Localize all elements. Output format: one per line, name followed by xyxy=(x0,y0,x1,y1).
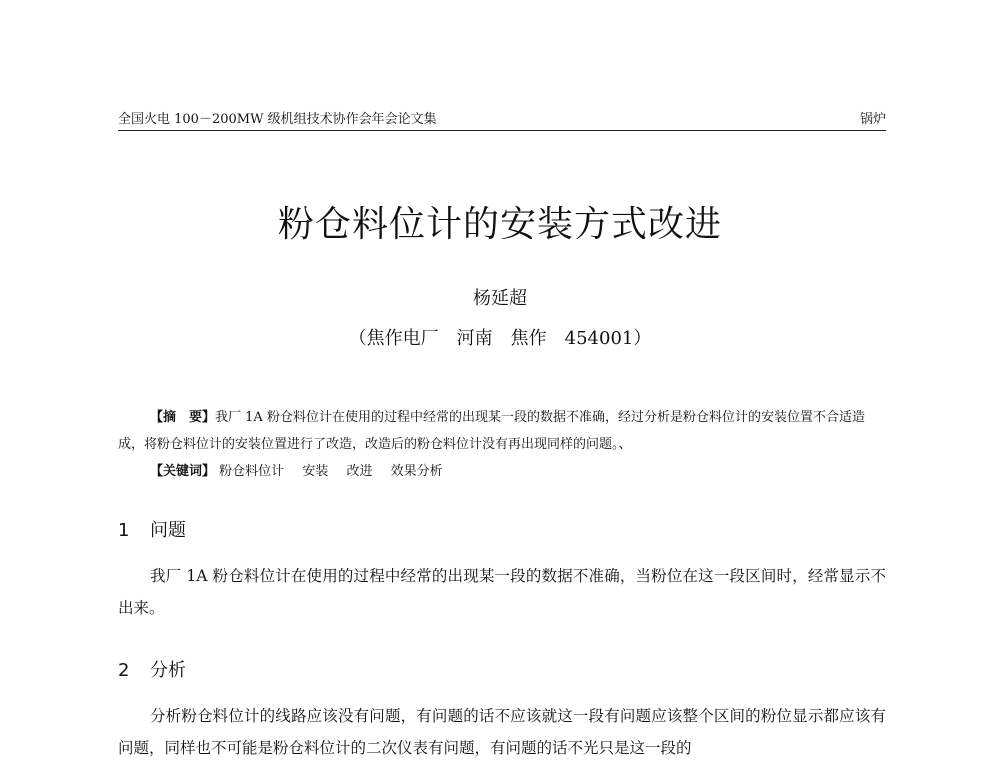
keyword: 改进 xyxy=(346,464,373,479)
section-heading xyxy=(118,656,186,682)
abstract xyxy=(118,404,886,458)
journal-name: 全国火电 100－200MW 级机组技术协作会年会论文集 xyxy=(118,112,437,127)
section-title: 分析 xyxy=(150,660,186,681)
section-number: 2 xyxy=(118,660,130,681)
paper-title: 粉仓料位计的安装方式改进 xyxy=(277,204,722,245)
section-title: 问题 xyxy=(150,520,186,541)
section-paragraph: 我厂 1A 粉仓料位计在使用的过程中经常的出现某一段的数据不准确，当粉位在这一段区间时，经常显示不出来。 xyxy=(118,567,886,617)
section-number: 1 xyxy=(118,520,130,541)
running-header xyxy=(118,104,886,131)
keyword: 效果分析 xyxy=(390,464,443,479)
keyword: 安装 xyxy=(302,464,329,479)
section-heading xyxy=(118,516,186,542)
section-paragraph: 分析粉仓料位计的线路应该没有问题，有问题的话不应该就这一段有问题应该整个区间的粉位显示都应该有问题，同样也不可能是粉仓料位计的二次仪表有问题，有问题的话不光只是这一段的 xyxy=(118,707,886,757)
abstract-label: 【摘 要】 xyxy=(150,410,216,425)
keywords-label: 【关键词】 xyxy=(150,464,216,479)
abstract-text: 我厂 1A 粉仓料位计在使用的过程中经常的出现某一段的数据不准确，经过分析是粉仓料位计的安装位置不合适造成，将粉仓料位计的安装位置进行了改造，改造后的粉仓料位计没有再出现同样的问题。、 xyxy=(118,410,865,452)
keyword: 粉仓料位计 xyxy=(219,464,285,479)
keywords xyxy=(150,458,886,485)
section-category: 锅炉 xyxy=(859,112,886,127)
author-name: 杨延超 xyxy=(473,288,527,309)
author-affiliation: （焦作电厂 河南 焦作 454001） xyxy=(348,328,652,349)
